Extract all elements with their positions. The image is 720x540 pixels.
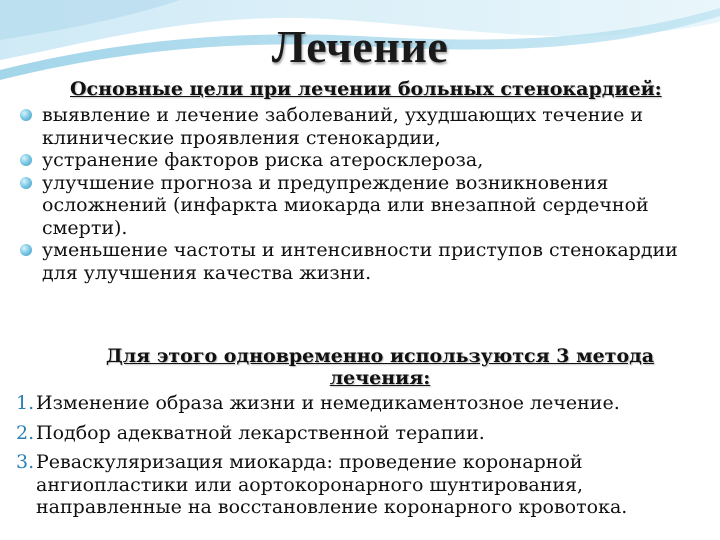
- list-item: [16, 392, 706, 415]
- goals-list: [18, 104, 708, 284]
- list-item: [16, 422, 706, 445]
- list-item-text: Подбор адекватной лекарственной терапии.: [36, 421, 485, 444]
- goals-heading: Основные цели при лечении больных стенокардией:: [70, 78, 662, 100]
- item-number: 3.: [16, 451, 35, 473]
- page-title: Лечение: [271, 21, 449, 72]
- list-item: [18, 172, 708, 240]
- bullet-icon: [20, 109, 32, 121]
- list-item: [18, 104, 708, 149]
- list-item: [16, 451, 706, 519]
- bullet-icon: [20, 177, 32, 189]
- list-item-text: выявление и лечение заболеваний, ухудшающих течение и клинические проявления стенокардии,: [42, 104, 644, 149]
- list-item: [18, 239, 708, 284]
- list-item-text: Реваскуляризация миокарда: проведение коронарной ангиопластики или аортокоронарного шунтирования, направленные на восстановление коронарного кровотока.: [36, 451, 628, 518]
- bullet-icon: [20, 244, 32, 256]
- list-item-text: устранение факторов риска атеросклероза,: [42, 149, 484, 171]
- list-item-text: улучшение прогноза и предупреждение возникновения осложнений (инфаркта миокарда или внезапной сердечной смерти).: [42, 171, 649, 239]
- item-number: 1.: [16, 392, 35, 414]
- methods-list: [16, 392, 706, 526]
- item-number: 2.: [16, 421, 35, 444]
- list-item-text: Изменение образа жизни и немедикаментозное лечение.: [36, 392, 620, 414]
- bullet-icon: [20, 154, 32, 166]
- list-item: [18, 149, 708, 172]
- list-item-text: уменьшение частоты и интенсивности приступов стенокардии для улучшения качества жизни.: [42, 239, 678, 284]
- methods-heading: Для этого одновременно используются 3 метода лечения:: [105, 345, 655, 389]
